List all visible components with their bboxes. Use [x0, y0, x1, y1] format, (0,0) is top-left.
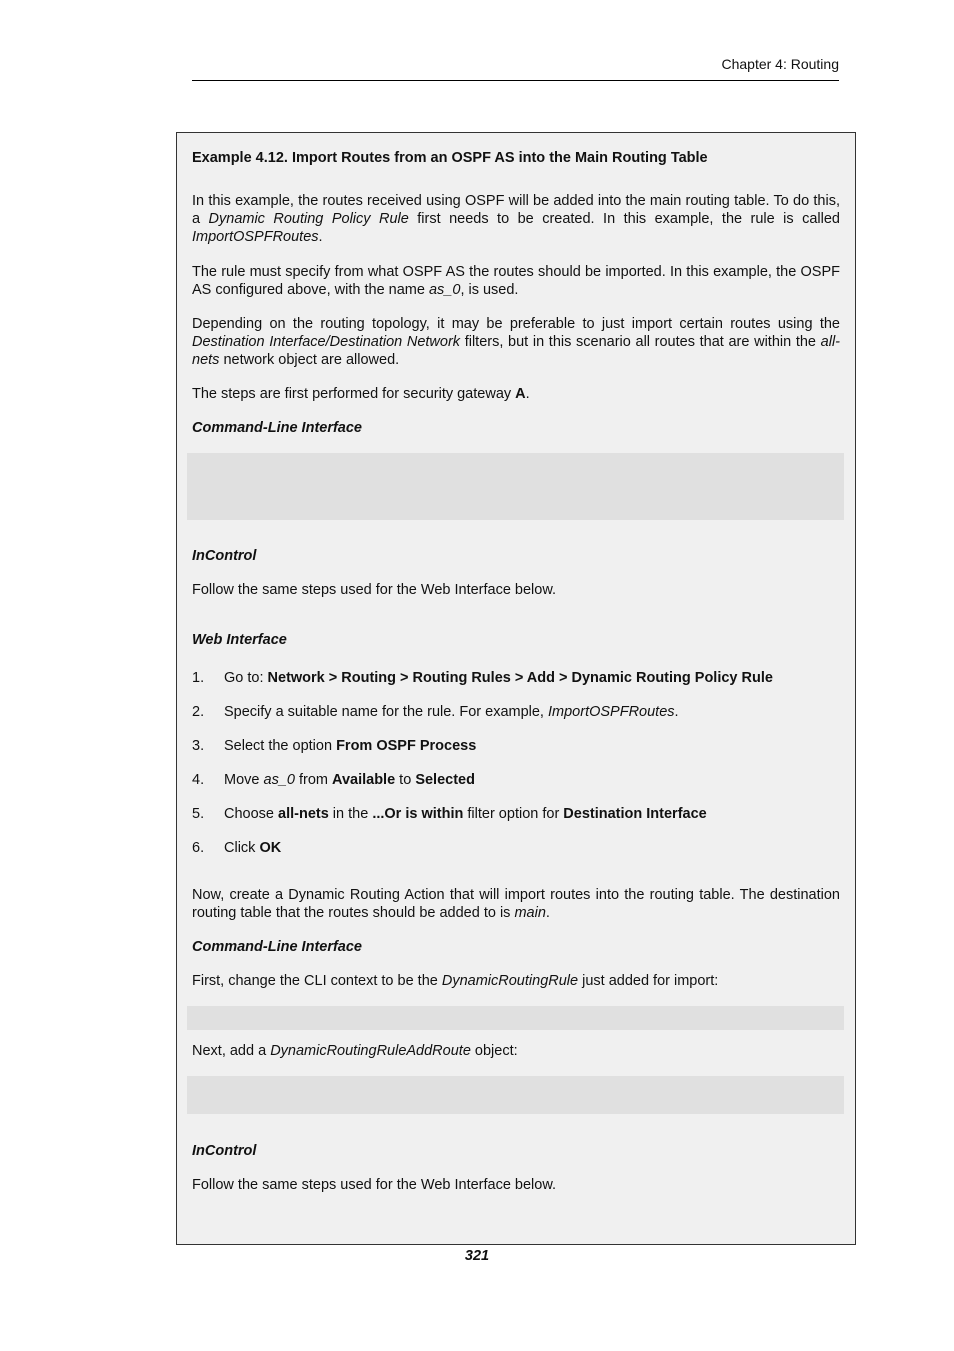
example-title: Example 4.12. Import Routes from an OSPF AS into the Main Routing Table [192, 150, 708, 166]
list-text: Select the option From OSPF Process [224, 738, 477, 754]
header-divider [192, 80, 839, 81]
web-interface-heading: Web Interface [192, 632, 287, 648]
page-number: 321 [464, 1248, 490, 1264]
list-text: Click OK [224, 840, 282, 856]
list-text: Specify a suitable name for the rule. For example, ImportOSPFRoutes. [224, 704, 679, 720]
cli-code-block [187, 453, 844, 520]
incontrol-text-2: Follow the same steps used for the Web Interface below. [192, 1177, 557, 1193]
list-number: 3. [192, 738, 205, 754]
list-number: 2. [192, 704, 205, 720]
incontrol-heading-2: InControl [192, 1143, 257, 1159]
intro-paragraph: In this example, the routes received using OSPF will be added into the main routing table. To do this, a Dynamic Routing Policy Rule first needs to be created. In this example, the rule is called ImportOSPFRoutes. [192, 193, 840, 245]
gateway-paragraph: The steps are first performed for security gateway A. [192, 386, 530, 402]
list-number: 4. [192, 772, 205, 788]
cli-code-block-2 [187, 1006, 844, 1030]
cli-context-paragraph: First, change the CLI context to be the DynamicRoutingRule just added for import: [192, 973, 719, 989]
chapter-title: Chapter 4: Routing [721, 56, 839, 72]
add-route-paragraph: Next, add a DynamicRoutingRuleAddRoute object: [192, 1043, 518, 1059]
list-text: Choose all-nets in the ...Or is within filter option for Destination Interface [224, 806, 707, 822]
list-text: Go to: Network > Routing > Routing Rules > Add > Dynamic Routing Policy Rule [224, 670, 773, 686]
incontrol-text: Follow the same steps used for the Web Interface below. [192, 582, 557, 598]
list-number: 5. [192, 806, 205, 822]
cli-code-block-3 [187, 1076, 844, 1114]
action-paragraph: Now, create a Dynamic Routing Action that will import routes into the routing table. The destination routing table that the routes should be added to is main. [192, 887, 840, 921]
cli-heading-2: Command-Line Interface [192, 939, 362, 955]
ospf-as-paragraph: The rule must specify from what OSPF AS the routes should be imported. In this example, the OSPF AS configured above, with the name as_0, is used. [192, 264, 840, 298]
incontrol-heading: InControl [192, 548, 257, 564]
list-number: 6. [192, 840, 205, 856]
cli-heading: Command-Line Interface [192, 420, 362, 436]
list-text: Move as_0 from Available to Selected [224, 772, 475, 788]
topology-paragraph: Depending on the routing topology, it may be preferable to just import certain routes using the Destination Interface/Destination Network filters, but in this scenario all routes that are within the all-nets network object are allowed. [192, 316, 840, 368]
example-box [176, 132, 856, 1245]
list-number: 1. [192, 670, 205, 686]
